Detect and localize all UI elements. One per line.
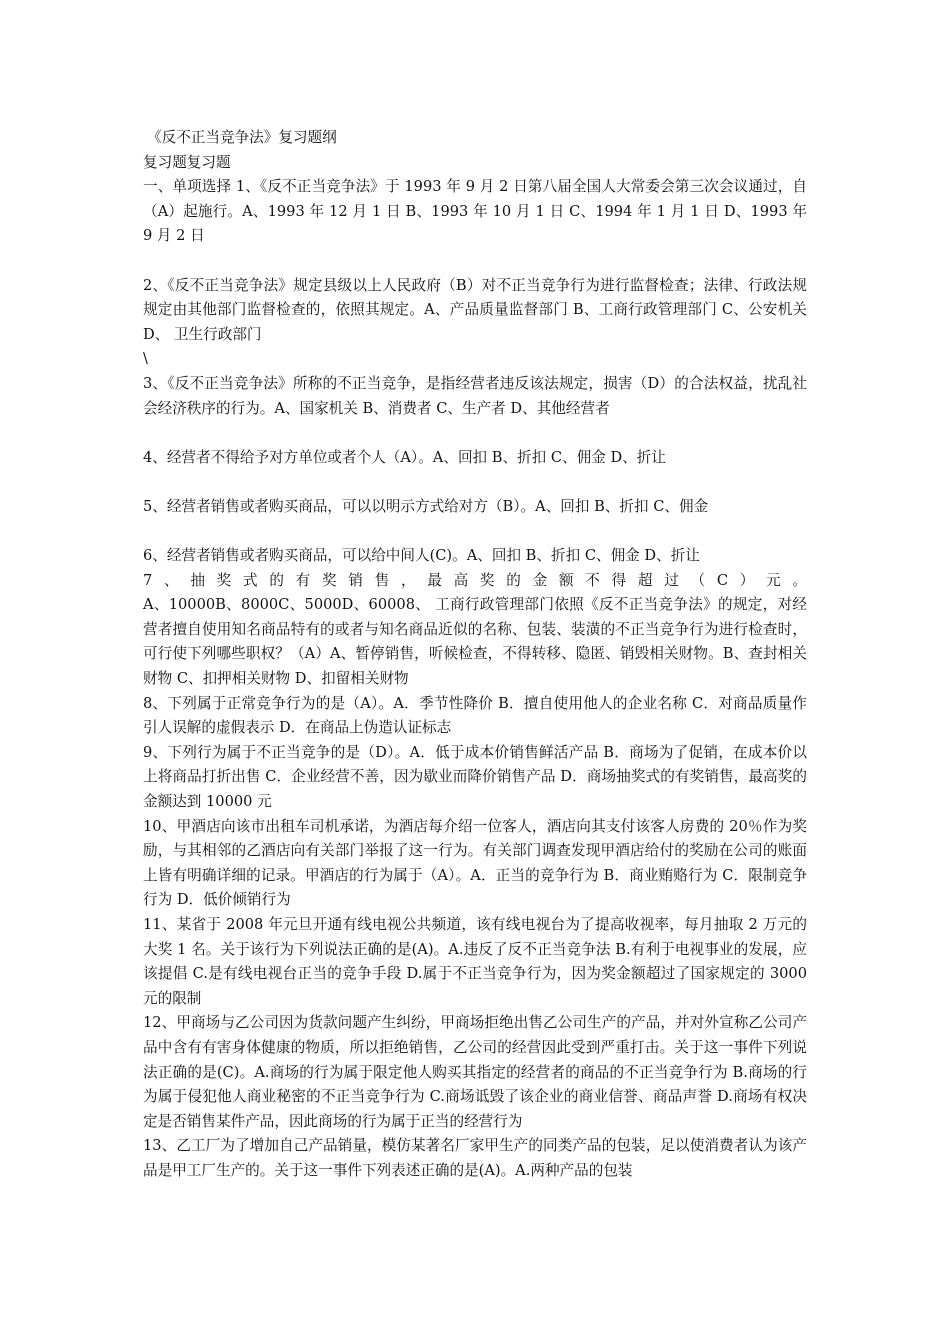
paragraph-q11: 11、某省于 2008 年元旦开通有线电视公共频道，该有线电视台为了提高收视率，每月抽取 2 万元的大奖 1 名。关于该行为下列说法正确的是(A)。A.违反了反不正当竞争法 B.有利于电视事业的发展，应该提倡 C.是有线电视台正当的竞争手段 D.属于不正当竞争行为，因为奖金额超过了国家规定的 3000 元的限制 <box>143 916 807 1007</box>
paragraph-q1: 一、单项选择 1、《反不正当竞争法》于 1993 年 9 月 2 日第八届全国人大常委会第三次会议通过，自（A）起施行。A、1993 年 12 月 1 日 B、1993 年 10 月 1 日 C、1994 年 1 月 1 日 D、1993 年 9 月 2 日 <box>143 178 807 245</box>
paragraph-q8: 8、下列属于正常竞争行为的是（A）。A．季节性降价 B．擅自使用他人的企业名称 C．对商品质量作引人误解的虚假表示 D．在商品上伪造认证标志 <box>143 694 807 737</box>
blank-line <box>143 520 807 545</box>
document-title: 《反不正当竞争法》复习题纲 <box>147 129 337 146</box>
paragraph-q12: 12、甲商场与乙公司因为货款问题产生纠纷，甲商场拒绝出售乙公司生产的产品，并对外宣称乙公司产品中含有有害身体健康的物质，所以拒绝销售，乙公司的经营因此受到严重打击。关于这一事件下列说法正确的是(C)。A.商场的行为属于限定他人购买其指定的经营者的商品的不正当竞争行为 B.商场的行为属于侵犯他人商业秘密的不正当竞争行为 C.商场诋毁了该企业的商业信誉、商品声誉 D.商场有权决定是否销售某件产品，因此商场的行为属于正当的经营行为 <box>143 1014 807 1130</box>
paragraph-q5: 5、经营者销售或者购买商品，可以以明示方式给对方（B）。A、回扣 B、折扣 C、佣金 <box>143 497 709 515</box>
paragraph-q6: 6、经营者销售或者购买商品，可以给中间人(C)。A、回扣 B、折扣 C、佣金 D、折让 <box>143 547 700 565</box>
paragraph-q4: 4、经营者不得给予对方单位或者个人（A）。A、回扣 B、折扣 C、佣金 D、折让 <box>143 448 666 466</box>
paragraph-q10: 10、甲酒店向该市出租车司机承诺，为酒店每介绍一位客人，酒店向其支付该客人房费的 20％作为奖励，与其相邻的乙酒店向有关部门举报了这一行为。有关部门调查发现甲酒店给付的奖励在公司的账面上皆有明确详细的记录。甲酒店的行为属于（A）。A．正当的竞争行为 B．商业贿赂行为 C．限制竞争行为 D．低价倾销行为 <box>143 817 807 909</box>
paragraph-q3: 3、《反不正当竞争法》所称的不正当竞争，是指经营者违反该法规定，损害（D）的合法权益，扰乱社会经济秩序的行为。A、国家机关 B、消费者 C、生产者 D、其他经营者 <box>143 374 807 417</box>
blank-line <box>143 421 807 446</box>
paragraph-q7: 7、抽奖式的有奖销售，最高奖的金额不得超过（C）元。 <box>143 571 807 589</box>
paragraph-q2: 2、《反不正当竞争法》规定县级以上人民政府（B）对不正当竞争行为进行监督检查；法律、行政法规规定由其他部门监督检查的，依照其规定。A、产品质量监督部门 B、工商行政管理部门 C、公安机关 D、 卫生行政部门 <box>143 276 807 343</box>
paragraph-q13: 13、乙工厂为了增加自己产品销量，模仿某著名厂家甲生产的同类产品的包装，足以使消费者认为该产品是甲工厂生产的。关于这一事件下列表述正确的是(A)。A.两种产品的包装 <box>143 1137 807 1179</box>
paragraph-backslash: \ <box>143 350 148 368</box>
paragraph-q7-options-q8: A、10000B、8000C、5000D、60008、 工商行政管理部门依照《反不正当竞争法》的规定，对经营者擅自使用知名商品特有的或者与知名商品近似的名称、包装、装潢的不正当竞争行为进行检查时，可行使下列哪些职权？（A）A、暂停销售，听候检查，不得转移、隐匿、销毁相关财物。B、查封相关财物 C、扣押相关财物 D、扣留相关财物 <box>143 596 807 688</box>
paragraph-q9: 9、下列行为属于不正当竞争的是（D）。A．低于成本价销售鲜活产品 B．商场为了促销，在成本价以上将商品打折出售 C．企业经营不善，因为歇业而降价销售产品 D．商场抽奖式的有奖销售，最高奖的金额达到 10000 元 <box>143 743 807 811</box>
blank-line <box>143 249 807 274</box>
document-subtitle: 复习题复习题 <box>143 153 231 171</box>
blank-line <box>143 470 807 495</box>
document-page <box>143 126 807 1184</box>
